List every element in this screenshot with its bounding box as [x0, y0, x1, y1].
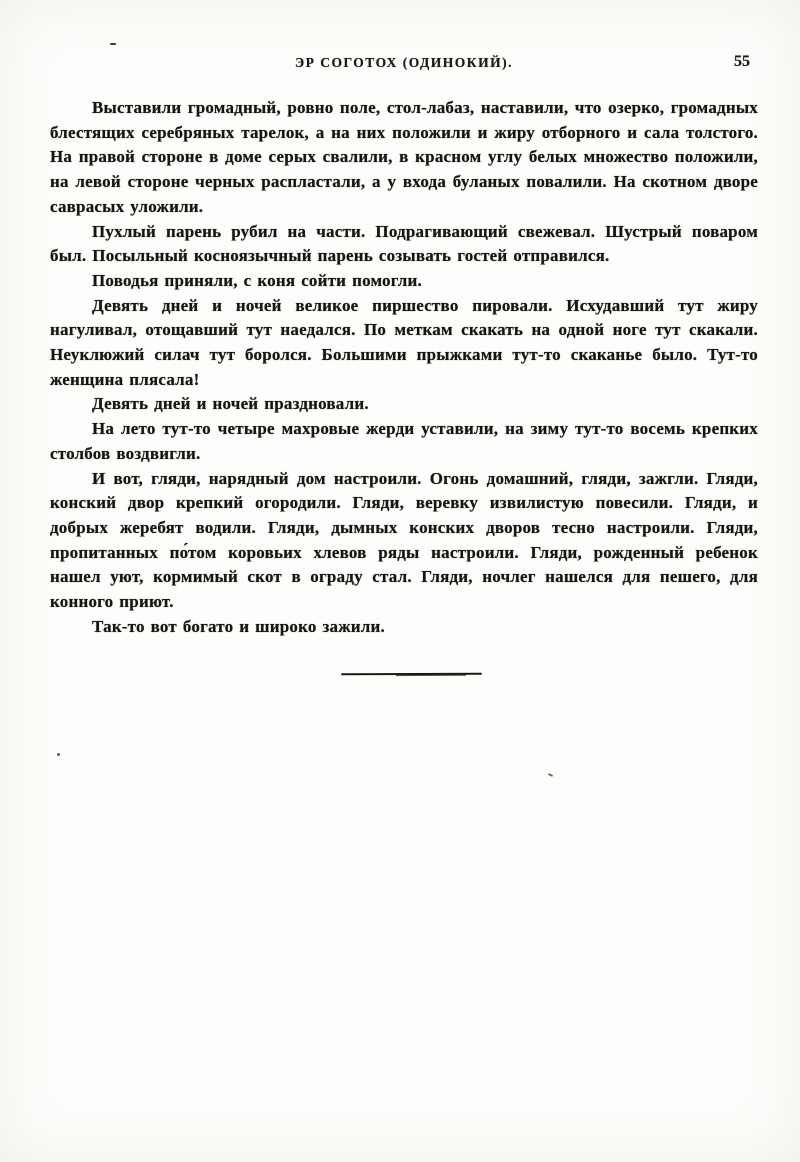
paragraph: Поводья приняли, с коня сойти помогли. — [92, 270, 422, 290]
paragraph: На лето тут-то четыре махровые жерди уставили, на зиму тут-то восемь крепких столбов воздвигли. — [50, 419, 758, 463]
scan-artifact — [548, 773, 553, 777]
paragraph: Так-то вот богато и широко зажили. — [92, 616, 385, 636]
paragraph: Девять дней и ночей великое пиршество пировали. Исхудавший тут жиру нагуливал, отощавший тут наедался. По меткам скакать на одной ноге тут скакали. Неуклюжий силач тут боролся. Большими прыжками тут-то скаканье было. Тут-то женщина плясала! — [50, 295, 758, 389]
running-title: ЭР СОГОТОХ (ОДИНОКИЙ). — [295, 55, 513, 70]
scan-artifact — [57, 753, 60, 756]
page-number: 55 — [734, 53, 750, 70]
paragraph: И вот, гляди, нарядный дом настроили. Огонь домашний, гляди, зажгли. Гляди, конский двор крепкий огородили. Гляди, веревку извилистую повесили. Гляди, и добрых жеребят водили. Гляди, дымных конских дворов тесно настроили. Гляди, пропитанных по́том коровьих хлевов ряды настроили. Гляди, рожденный ребенок нашел уют, кормимый скот в ограду стал. Гляди, ночлег нашелся для пешего, для конного приют. — [50, 468, 758, 612]
running-header — [50, 55, 758, 77]
paragraph: Девять дней и ночей праздновали. — [92, 394, 369, 414]
text-block — [50, 96, 758, 639]
section-divider — [341, 673, 482, 676]
paragraph: Выставили громадный, ровно поле, стол-лабаз, наставили, что озерко, громадных блестящих серебряных тарелок, а на них положили и жиру отборного и сала толстого. На правой стороне в доме серых свалили, в красном углу белых множество положили, на левой стороне черных распластали, а у входа буланых повалили. На скотном дворе саврасых уложили. — [50, 98, 758, 216]
paragraph: Пухлый парень рубил на части. Подрагивающий свежевал. Шустрый поваром был. Посыльный косноязычный парень созывать гостей отправился. — [50, 221, 758, 266]
scan-artifact — [110, 43, 116, 45]
